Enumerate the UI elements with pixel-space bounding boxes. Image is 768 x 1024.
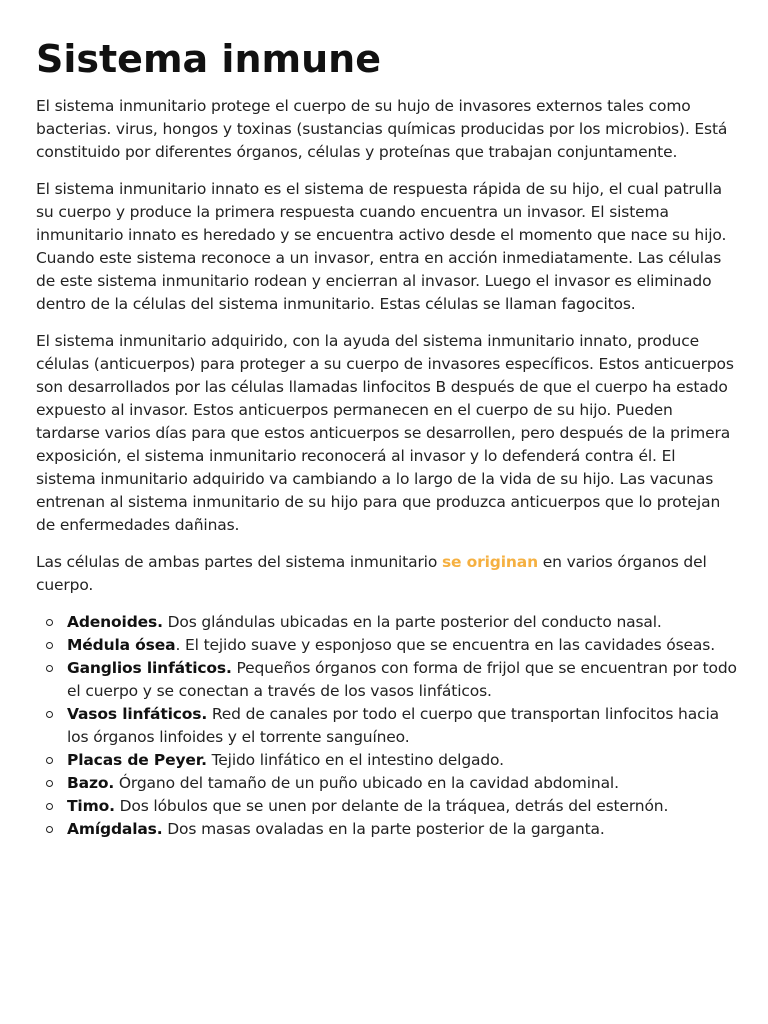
paragraph-innate-system: El sistema inmunitario innato es el sistema de respuesta rápida de su hijo, el cual patrulla su cuerpo y produce la primera respuesta cuando encuentra un invasor. El sistema inmunitario innato es heredado y se encuentra activo desde el momento que nace su hijo. Cuando este sistema reconoce a un invasor, entra en acción inmediatamente. Las células de este sistema inmunitario rodean y encierran al invasor. Luego el invasor es eliminado dentro de la células del sistema inmunitario. Estas células se llaman fagocitos.: [36, 180, 727, 313]
organ-description: Dos lóbulos que se unen por delante de la tráquea, detrás del esternón.: [114, 797, 669, 815]
organ-term: Ganglios linfáticos.: [67, 659, 232, 677]
list-item: [36, 657, 738, 703]
organ-description: Órgano del tamaño de un puño ubicado en la cavidad abdominal.: [114, 774, 619, 792]
organ-term: Adenoides.: [67, 613, 163, 631]
organs-intro-text-end: en varios órganos del cuerpo.: [36, 553, 707, 594]
organ-term: Bazo.: [67, 774, 115, 792]
organ-term: Timo.: [67, 797, 115, 815]
circle-bullet-icon: [46, 757, 53, 764]
organs-list: [36, 611, 738, 841]
se-originan-link[interactable]: se originan: [441, 553, 538, 571]
list-item: [36, 818, 738, 841]
list-item: [36, 795, 738, 818]
list-item: [36, 611, 738, 634]
organ-description: Tejido linfático en el intestino delgado.: [206, 751, 504, 769]
paragraph-organs-intro: [36, 551, 738, 597]
list-item: [36, 703, 738, 749]
page-title: Sistema inmune: [36, 37, 381, 81]
paragraph-intro: El sistema inmunitario protege el cuerpo de su hujo de invasores externos tales como bacterias. virus, hongos y toxinas (sustancias químicas producidas por los microbios). Está constituido por diferentes órganos, células y proteínas que trabajan conjuntamente.: [36, 97, 728, 161]
circle-bullet-icon: [46, 826, 53, 833]
organ-description: Dos masas ovaladas en la parte posterior de la garganta.: [162, 820, 605, 838]
organ-description: Pequeños órganos con forma de frijol que se encuentran por todo el cuerpo y se conectan a través de los vasos linfáticos.: [67, 659, 737, 700]
organ-term: Placas de Peyer.: [67, 751, 207, 769]
list-item: [36, 749, 738, 772]
circle-bullet-icon: [46, 619, 53, 626]
circle-bullet-icon: [46, 803, 53, 810]
circle-bullet-icon: [46, 642, 53, 649]
organ-description: Dos glándulas ubicadas en la parte posterior del conducto nasal.: [162, 613, 662, 631]
circle-bullet-icon: [46, 711, 53, 718]
organ-description: Red de canales por todo el cuerpo que transportan linfocitos hacia los órganos linfoides y el torrente sanguíneo.: [67, 705, 719, 746]
organs-intro-text: Las células de ambas partes del sistema inmunitario: [36, 553, 442, 571]
paragraph-acquired-system: El sistema inmunitario adquirido, con la ayuda del sistema inmunitario innato, produce células (anticuerpos) para proteger a su cuerpo de invasores específicos. Estos anticuerpos son desarrollados por las células llamadas linfocitos B después de que el cuerpo ha estado expuesto al invasor. Estos anticuerpos permanecen en el cuerpo de su hijo. Pueden tardarse varios días para que estos anticuerpos se desarrollen, pero después de la primera exposición, el sistema inmunitario reconocerá al invasor y lo defenderá contra él. El sistema inmunitario adquirido va cambiando a lo largo de la vida de su hijo. Las vacunas entrenan al sistema inmunitario de su hijo para que produzca anticuerpos que lo protejan de enfermedades dañinas.: [36, 332, 734, 534]
organ-term: Médula ósea: [67, 636, 176, 654]
circle-bullet-icon: [46, 665, 53, 672]
list-item: [36, 772, 738, 795]
organ-term: Amígdalas.: [67, 820, 163, 838]
organ-description: . El tejido suave y esponjoso que se encuentra en las cavidades óseas.: [175, 636, 715, 654]
list-item: [36, 634, 738, 657]
organ-term: Vasos linfáticos.: [67, 705, 208, 723]
circle-bullet-icon: [46, 780, 53, 787]
